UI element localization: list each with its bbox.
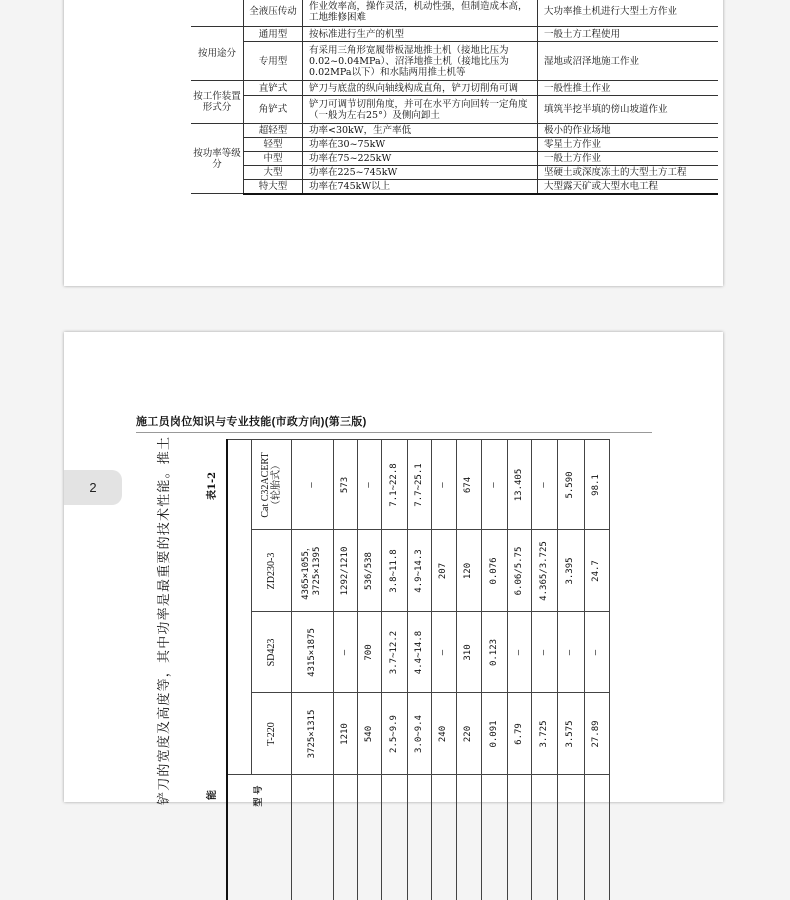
value-cell: 5.590 — [557, 440, 584, 530]
table-row — [191, 152, 718, 166]
value-cell: 0.123 — [481, 612, 507, 693]
value-cell: — — [291, 440, 333, 530]
table-row — [191, 0, 718, 27]
value-cell: — — [557, 612, 584, 693]
use-cell: 极小的作业场地 — [538, 124, 719, 138]
table-row — [191, 42, 718, 81]
value-cell: — — [531, 612, 557, 693]
type-cell: 通用型 — [244, 27, 303, 42]
desc-cell: 作业效率高，操作灵活，机动性强，但制造成本高，工地维修困难 — [303, 0, 538, 27]
value-cell: 3.725 — [531, 693, 557, 775]
value-cell: 3725×1315 — [291, 693, 333, 775]
table-row — [191, 138, 718, 152]
table-row — [456, 440, 481, 900]
group-cell — [191, 0, 244, 27]
desc-cell: 铲刀可调节切削角度，并可在水平方向回转一定角度（一般为左右25°）及侧向卸土 — [303, 96, 538, 124]
value-cell: 98.1 — [584, 440, 609, 530]
page-number-tab: 2 — [64, 470, 122, 505]
value-cell: 240 — [431, 693, 456, 775]
value-cell: 536/538 — [357, 530, 381, 612]
value-cell: 4.9~14.3 — [407, 530, 431, 612]
param-label-cell — [456, 775, 481, 900]
use-cell: 一般性推土作业 — [538, 81, 719, 96]
model-cell — [251, 440, 291, 530]
bulldozer-spec-table — [226, 440, 610, 900]
value-cell: — — [481, 440, 507, 530]
value-cell: 2.5~9.9 — [381, 693, 407, 775]
bulldozer-classification-table — [191, 0, 718, 195]
param-label-cell — [481, 775, 507, 900]
table-row — [227, 440, 251, 900]
model-note: （轮胎式） — [271, 441, 282, 530]
value-cell: 207 — [431, 530, 456, 612]
value-cell: 1210 — [333, 693, 357, 775]
model-label: 型 号 — [227, 775, 291, 900]
value-cell: 3.575 — [557, 693, 584, 775]
table-row — [431, 440, 456, 900]
value-cell: — — [333, 612, 357, 693]
type-cell: 中型 — [244, 152, 303, 166]
param-label-cell — [531, 775, 557, 900]
table-row — [531, 440, 557, 900]
type-cell: 大型 — [244, 166, 303, 180]
desc-cell: 有采用三角形宽履带板湿地推土机（接地比压为0.02~0.04MPa）、沼泽地推土机（接地比压为0.02MPa以下）和水陆两用推土机等 — [303, 42, 538, 81]
table-row — [557, 440, 584, 900]
param-label-cell — [557, 775, 584, 900]
table-row — [357, 440, 381, 900]
table-number: 表1-2 — [206, 472, 220, 500]
table-row — [191, 166, 718, 180]
model-cell: SD423 — [251, 612, 291, 693]
value-cell: 4.365/3.725 — [531, 530, 557, 612]
value-line: 3725×1395 — [312, 531, 323, 612]
group-cell: 按工作装置形式分 — [191, 81, 244, 124]
group-cell: 按用途分 — [191, 27, 244, 81]
body-text: 铲刀的宽度及高度等，其中功率是最重要的技术性能。推土 — [157, 436, 173, 805]
value-cell: 7.1~22.8 — [381, 440, 407, 530]
value-cell: 27.89 — [584, 693, 609, 775]
value-cell: 3.8~11.8 — [381, 530, 407, 612]
value-line: 4365×1055， — [301, 531, 312, 612]
param-label-cell — [381, 775, 407, 900]
value-cell: 573 — [333, 440, 357, 530]
table-row — [191, 124, 718, 138]
table-row — [481, 440, 507, 900]
use-cell: 一般土方作业 — [538, 152, 719, 166]
value-cell: 0.076 — [481, 530, 507, 612]
value-cell: 4315×1875 — [291, 612, 333, 693]
param-label-cell — [333, 775, 357, 900]
value-cell: 0.091 — [481, 693, 507, 775]
use-cell: 大型露天矿或大型水电工程 — [538, 180, 719, 194]
desc-cell: 功率在225~745kW — [303, 166, 538, 180]
param-label-cell — [407, 775, 431, 900]
table-row — [291, 440, 333, 900]
table-row — [333, 440, 357, 900]
use-cell: 填筑半挖半填的傍山坡道作业 — [538, 96, 719, 124]
table-row — [191, 180, 718, 194]
blank-header-cell — [227, 440, 251, 775]
value-cell: — — [584, 612, 609, 693]
table-row — [584, 440, 609, 900]
group-cell: 按功率等级分 — [191, 124, 244, 194]
use-cell: 坚硬土或深度冻土的大型土方工程 — [538, 166, 719, 180]
value-cell: 120 — [456, 530, 481, 612]
value-cell: 3.0~9.4 — [407, 693, 431, 775]
param-label-cell — [291, 775, 333, 900]
value-cell: 540 — [357, 693, 381, 775]
type-cell: 特大型 — [244, 180, 303, 194]
param-label-cell — [431, 775, 456, 900]
page-1 — [64, 0, 723, 286]
use-cell: 湿地或沼泽地施工作业 — [538, 42, 719, 81]
value-cell: 24.7 — [584, 530, 609, 612]
value-cell — [291, 530, 333, 612]
value-cell: 6.79 — [507, 693, 531, 775]
model-name: Cat C32ACERT — [260, 441, 271, 530]
type-cell: 轻型 — [244, 138, 303, 152]
table-row — [407, 440, 431, 900]
param-label-cell — [507, 775, 531, 900]
model-cell: ZD230-3 — [251, 530, 291, 612]
desc-cell: 功率在30~75kW — [303, 138, 538, 152]
value-cell: 1292/1210 — [333, 530, 357, 612]
value-cell: — — [431, 440, 456, 530]
type-cell: 全液压传动 — [244, 0, 303, 27]
value-cell: 3.395 — [557, 530, 584, 612]
value-cell: — — [431, 612, 456, 693]
value-cell: 700 — [357, 612, 381, 693]
value-cell: — — [507, 612, 531, 693]
value-cell: 220 — [456, 693, 481, 775]
running-header: 施工员岗位知识与专业技能(市政方向)(第三版) — [136, 413, 652, 433]
desc-cell: 功率<30kW，生产率低 — [303, 124, 538, 138]
table-row — [191, 96, 718, 124]
model-cell: T-220 — [251, 693, 291, 775]
value-cell: 674 — [456, 440, 481, 530]
value-cell: 6.06/5.75 — [507, 530, 531, 612]
use-cell: 大功率推土机进行大型土方作业 — [538, 0, 719, 27]
rotated-spec-table-wrapper — [226, 440, 608, 900]
table-row — [381, 440, 407, 900]
param-label-cell — [357, 775, 381, 900]
desc-cell: 按标准进行生产的机型 — [303, 27, 538, 42]
value-cell: 7.7~25.1 — [407, 440, 431, 530]
value-cell: 13.405 — [507, 440, 531, 530]
value-cell: 3.7~12.2 — [381, 612, 407, 693]
use-cell: 零星土方作业 — [538, 138, 719, 152]
table-row — [191, 27, 718, 42]
table-title: 能 — [206, 790, 220, 800]
desc-cell: 功率在745kW以上 — [303, 180, 538, 194]
type-cell: 专用型 — [244, 42, 303, 81]
table-row — [191, 81, 718, 96]
type-cell: 角铲式 — [244, 96, 303, 124]
desc-cell: 功率在75~225kW — [303, 152, 538, 166]
table-row — [507, 440, 531, 900]
param-label-cell — [584, 775, 609, 900]
value-cell: 310 — [456, 612, 481, 693]
value-cell: — — [531, 440, 557, 530]
type-cell: 超轻型 — [244, 124, 303, 138]
desc-cell: 铲刀与底盘的纵向轴线构成直角，铲刀切削角可调 — [303, 81, 538, 96]
value-cell: 4.4~14.8 — [407, 612, 431, 693]
value-cell: — — [357, 440, 381, 530]
use-cell: 一般土方工程使用 — [538, 27, 719, 42]
type-cell: 直铲式 — [244, 81, 303, 96]
